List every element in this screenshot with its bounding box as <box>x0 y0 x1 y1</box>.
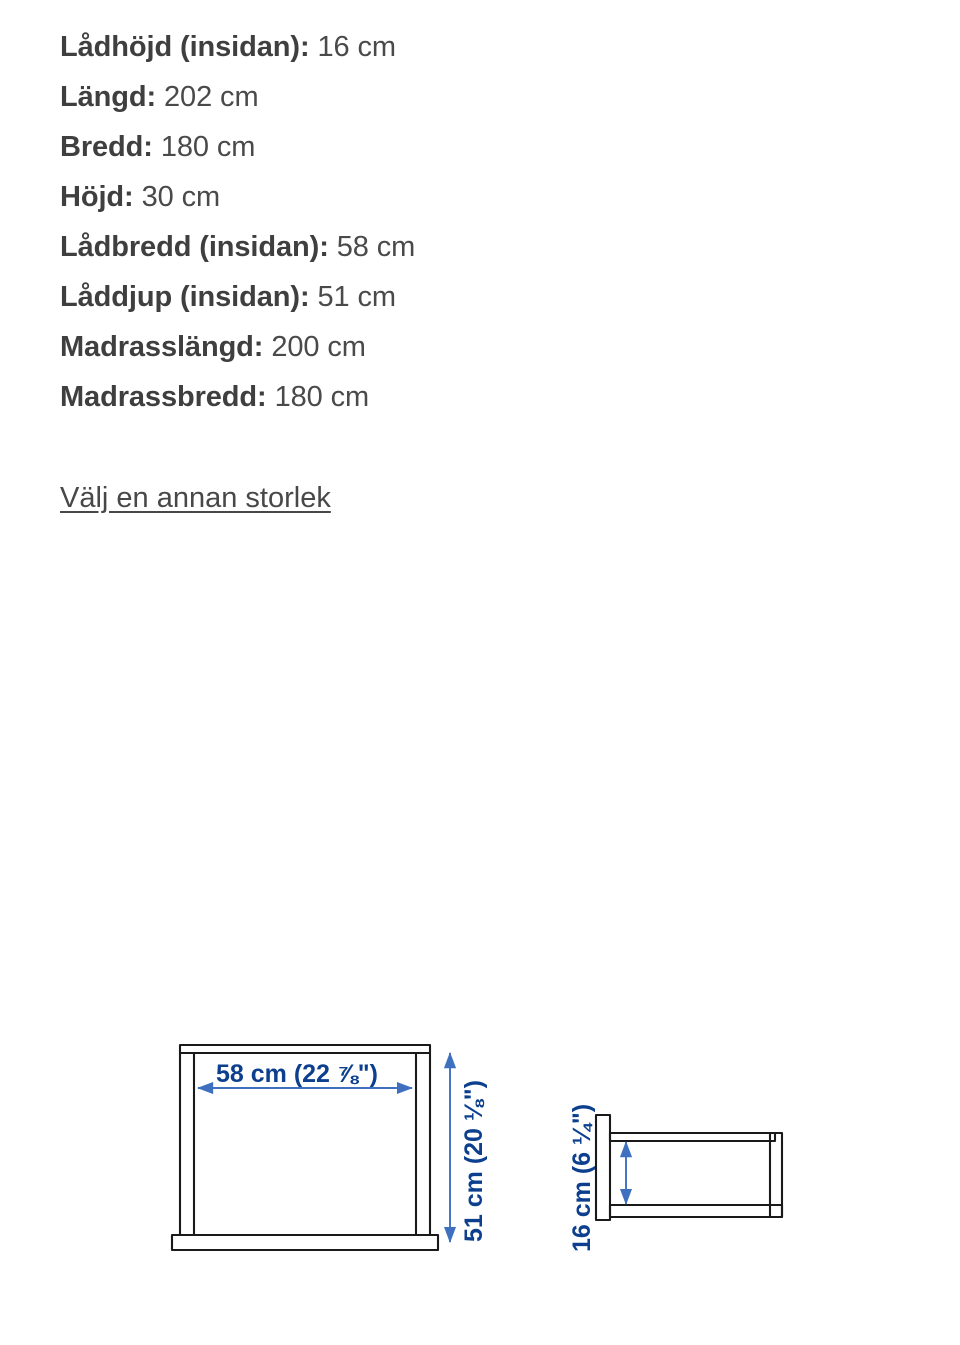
spec-value: 30 cm <box>141 181 221 213</box>
choose-another-size-link[interactable]: Välj en annan storlek <box>60 482 331 514</box>
spec-label: Längd: <box>60 81 157 113</box>
spec-value: 202 cm <box>164 81 259 113</box>
spec-value: 180 cm <box>160 131 256 163</box>
spec-label: Madrasslängd: <box>60 331 264 363</box>
spec-label: Lådbredd (insidan): <box>60 231 329 263</box>
spec-label: Madrassbredd: <box>60 381 267 413</box>
product-dimensions-list <box>60 22 880 422</box>
dimension-label-drawer-depth: 51 cm (20 ⅛") <box>460 1080 488 1242</box>
spec-value: 51 cm <box>317 281 396 313</box>
spec-row <box>60 172 880 222</box>
dimension-label-drawer-height: 16 cm (6 ¼") <box>568 1103 596 1252</box>
spec-row <box>60 122 880 172</box>
spec-row <box>60 222 880 272</box>
dimension-label-drawer-width: 58 cm (22 ⅞") <box>216 1060 378 1088</box>
spec-value: 58 cm <box>336 231 416 263</box>
spec-value: 200 cm <box>271 331 366 363</box>
spec-value: 180 cm <box>274 381 370 413</box>
spec-label: Höjd: <box>60 181 134 213</box>
spec-row <box>60 272 880 322</box>
spec-label: Lådhöjd (insidan): <box>60 31 310 63</box>
technical-drawing <box>0 690 960 1345</box>
spec-row <box>60 72 880 122</box>
spec-label: Bredd: <box>60 131 153 163</box>
spec-label: Låddjup (insidan): <box>60 281 310 313</box>
spec-row <box>60 22 880 72</box>
spec-row <box>60 322 880 372</box>
spec-value: 16 cm <box>317 31 396 63</box>
drawer-side-elevation-illustration <box>596 1115 782 1220</box>
spec-row <box>60 372 880 422</box>
